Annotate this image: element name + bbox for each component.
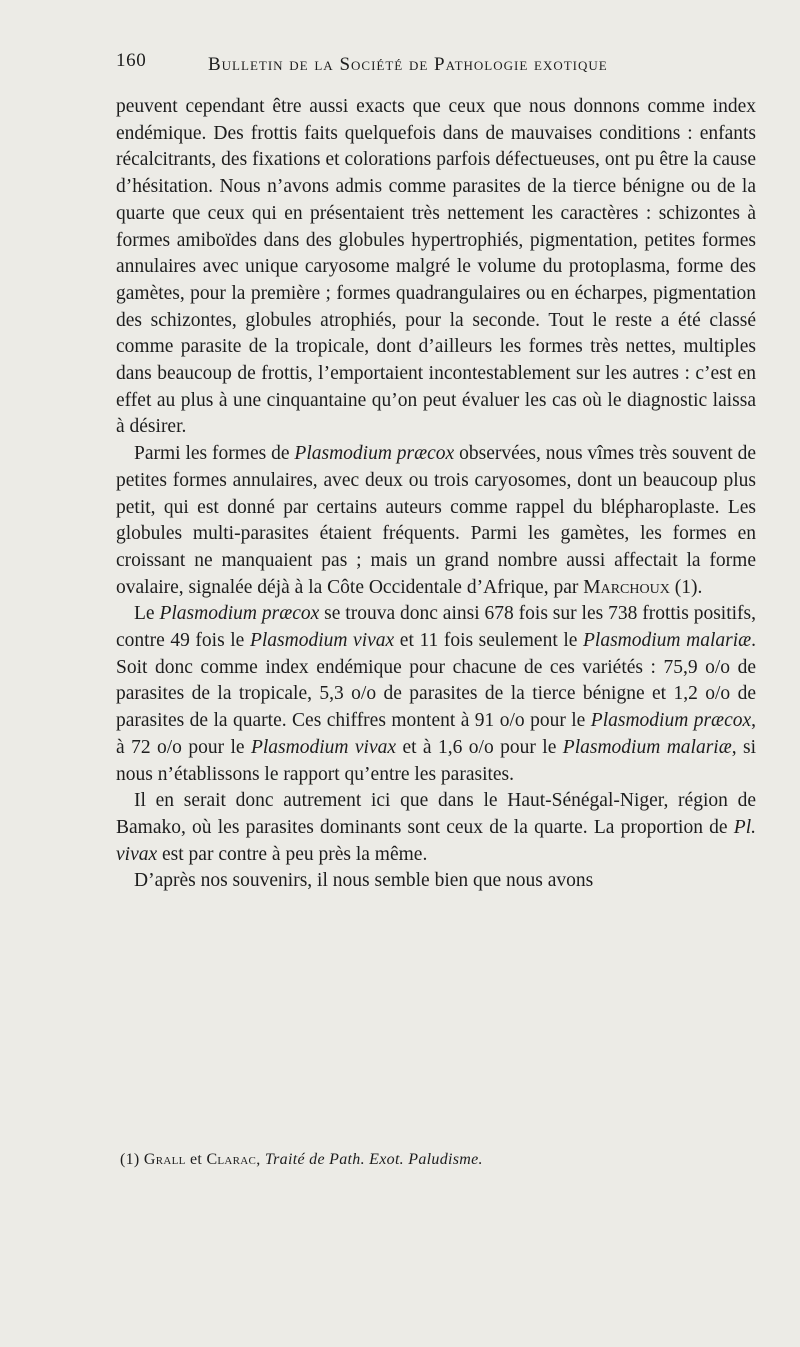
page-number: 160 xyxy=(116,50,147,71)
body-text xyxy=(116,94,756,895)
text-run: , à 72 o/o pour le xyxy=(116,710,756,758)
text-run: . Soit donc comme index endémique pour chacune de ces variétés : 75,9 o/o de parasites de la tropicale, 5,3 o/o de parasites de la tierce bénigne et 1,2 o/o de parasites de la quarte. Ces chiffres montent à 91 o/o pour le xyxy=(116,630,757,732)
text-run: se trouva donc ainsi 678 fois sur les 738 frottis positifs, contre 49 fois le xyxy=(116,603,756,652)
italic-term: Plasmodium præcox xyxy=(294,443,455,465)
paragraph-p2 xyxy=(116,441,756,601)
italic-term: Plasmodium malariæ xyxy=(562,736,732,758)
text-run: observées, nous vîmes très souvent de petites formes annulaires, avec deux ou trois caryosomes, dont un beaucoup plus petit, qui est donné par certains auteurs comme rappel du blépharoplaste. Les globules multi-parasites étaient fréquents. Parmi les gamètes, les formes en croissant ne manquaient pas ; mais un grand nombre aussi affectait la forme ovalaire, signalée déjà à la Côte Occidentale d’Afrique, par xyxy=(116,443,757,598)
text-run: D’après nos souvenirs, il nous semble bien que nous avons xyxy=(134,870,594,892)
page-header xyxy=(116,44,686,84)
text-run: Il en serait donc autrement ici que dans le Haut-Sénégal-Niger, région de Bamako, où les parasites dominants sont ceux de la quarte. La proportion de xyxy=(116,790,756,838)
paragraph-p5 xyxy=(116,868,756,895)
footnote-marker: (1) xyxy=(120,1151,140,1168)
text-run: , si nous n’établissons le rapport qu’entre les parasites. xyxy=(116,736,757,785)
paragraph-p1 xyxy=(116,94,756,441)
text-run: et 11 fois seulement le xyxy=(394,630,584,652)
italic-term: Plasmodium malariæ xyxy=(583,630,752,652)
italic-term: Plasmodium præcox xyxy=(590,710,752,732)
italic-term: Pl. vivax xyxy=(116,816,756,865)
italic-term: Plasmodium vivax xyxy=(250,736,397,758)
footnote-conjunction: et xyxy=(189,1151,203,1168)
italic-term: Plasmodium vivax xyxy=(249,630,395,652)
text-run: Parmi les formes de xyxy=(134,443,295,465)
paragraph-p3 xyxy=(116,601,756,788)
running-title: Bulletin de la Société de Pathologie exotique xyxy=(208,54,608,75)
small-caps-name: Marchoux xyxy=(583,576,670,598)
text-run: peuvent cependant être aussi exacts que ceux que nous donnons comme index endémique. Des frottis faits quelquefois dans de mauvaises conditions : enfants récalcitrants, des fixations et colorations parfois défectueuses, ont pu être la cause d’hésitation. Nous n’avons admis comme parasites de la tierce bénigne ou de la quarte que ceux qui en présentaient très nettement les caractères : schizontes à formes amiboïdes dans des globules hypertrophiés, pigmentation, petites formes annulaires avec unique caryosome malgré le volume du protoplasma, forme des gamètes, pour la première ; formes quadrangulaires ou en écharpes, pigmentation des schizontes, globules atrophiés, pour la seconde. Tout le reste a été classé comme parasite de la tropicale, dont d’ailleurs les formes très nettes, multiples dans beaucoup de frottis, l’emportaient incontestablement sur les autres : c’est en effet au plus à une cinquantaine qu’on peut évaluer les cas où le diagnostic laissa à désirer. xyxy=(116,96,756,438)
footnote-author-1: Grall xyxy=(143,1151,186,1168)
italic-term: Plasmodium præcox xyxy=(159,603,320,625)
text-run: est par contre à peu près la même. xyxy=(157,843,428,865)
footnote xyxy=(120,1151,760,1169)
paragraph-p4 xyxy=(116,788,756,868)
footnote-title: Traité de Path. Exot. Paludisme. xyxy=(264,1151,483,1168)
text-run: et à 1,6 o/o pour le xyxy=(396,736,563,758)
text-run: (1). xyxy=(669,576,703,598)
text-run: Le xyxy=(134,603,160,625)
footnote-author-2: Clarac, xyxy=(206,1151,261,1168)
